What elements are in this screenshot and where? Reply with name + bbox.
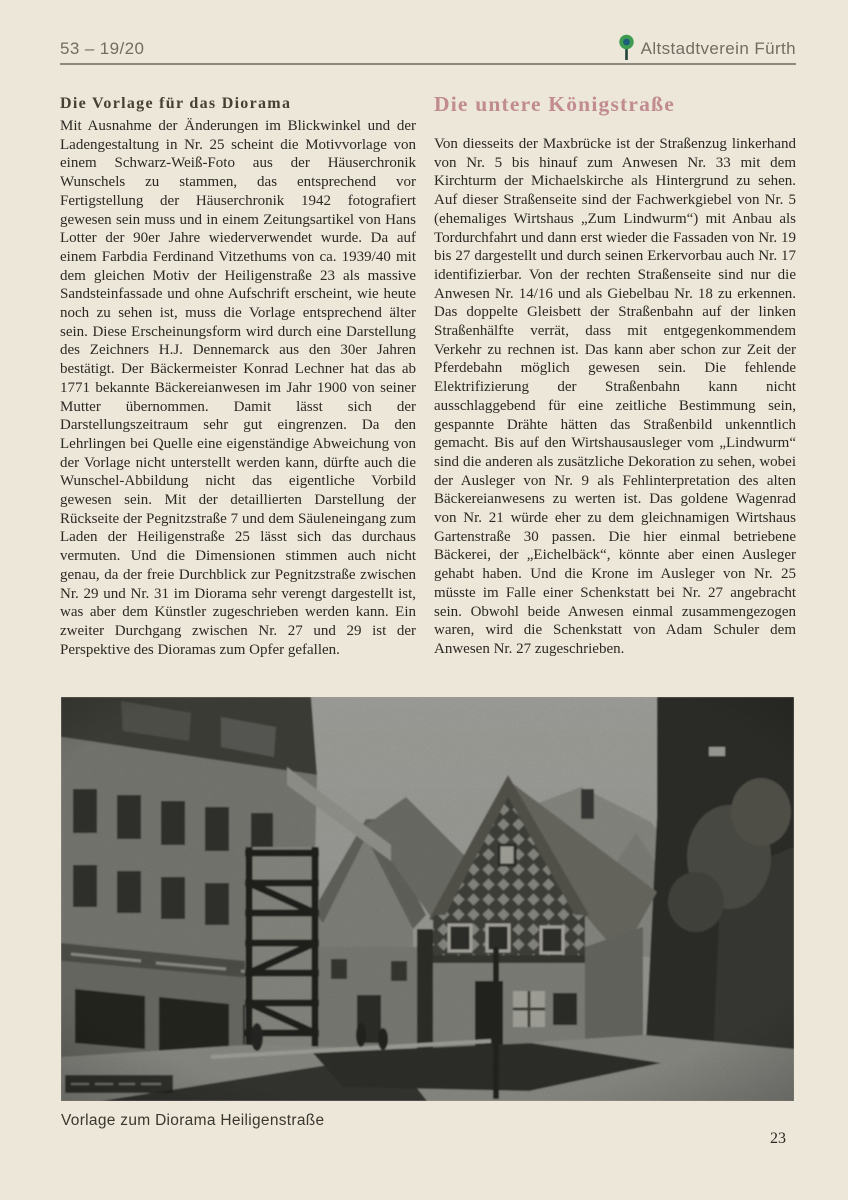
page-header	[60, 34, 796, 65]
historic-photo-heiligenstrasse	[61, 697, 794, 1101]
page-number: 23	[770, 1130, 786, 1147]
org-name: Altstadtverein Fürth	[640, 39, 796, 58]
photo-illustration	[61, 697, 794, 1101]
issue-number: 53 – 19/20	[60, 39, 145, 58]
photo-vignette	[61, 697, 794, 1101]
photo-caption: Vorlage zum Diorama Heiligenstraße	[61, 1112, 325, 1129]
left-column-heading: Die Vorlage für das Diorama	[60, 95, 292, 112]
tree-icon	[618, 34, 635, 61]
left-column-body: Mit Ausnahme der Änderungen im Blickwinkel und der Ladengestaltung in Nr. 25 scheint die Motivvorlage von einem Schwarz-Weiß-Foto aus der Häuserchronik Wunschels zu stammen, das entsprechend vor Fertigstellung der Häuserchronik 1942 fotografiert gewesen sein muss und in einem Zeitungsartikel von Hans Lotter der 90er Jahre wiederverwendet wurde. Da auf einem Farbdia Ferdinand Vitzethums von ca. 1939/40 mit dem gleichen Motiv der Heiligenstraße 23 als massive Sandsteinfassade und ohne Aufschrift erscheint, wie heute noch zu sehen ist, muss die Vorlage entsprechend älter sein. Diese Erscheinungsform wird durch eine Darstellung des Zeichners H.J. Dennemarck aus den 30er Jahren bestätigt. Der Bäckermeister Konrad Lechner hat das ab 1771 bekannte Bäckereianwesen im Jahr 1900 von seiner Mutter übernommen. Damit lässt sich der Darstellungszeitraum sehr gut eingrenzen. Da den Lehrlingen bei Quelle eine eigenständige Abweichung von der Vorlage nicht unterstellt werden kann, dürfte auch die Wunschel-Abbildung nicht das eigentliche Vorbild gewesen sein. Mit der detaillierten Darstellung der Rückseite der Pegnitzstraße 7 und dem Säuleneingang zum Laden der Heiligenstraße 25 lässt sich das durchaus vermuten. Und die Dimensionen stimmen auch nicht genau, da der freie Durchblick zur Pegnitzstraße zwischen Nr. 29 und Nr. 31 im Diorama sehr verengt dargestellt ist, was aber dem Künstler zugeschrieben werden kann. Ein zweiter Durchgang zwischen Nr. 27 und 29 ist der Perspektive des Dioramas zum Opfer gefallen.	[60, 118, 416, 658]
right-column	[434, 92, 796, 659]
right-column-body: Von diesseits der Maxbrücke ist der Straßenzug linkerhand von Nr. 5 bis hinauf zum Anwesen Nr. 33 mit dem Kirchturm der Michaelskirche als Hintergrund zu sehen. Auf dieser Straßenseite sind der Fachwerkgiebel von Nr. 5 (ehemaliges Wirtshaus „Zum Lindwurm“) mit Anbau als Tordurchfahrt und dann erst wieder die Fassaden von Nr. 19 bis 27 dargestellt und durch seinen Erkervorbau auch Nr. 17 identifizierbar. Von der rechten Straßenseite sind nur die Anwesen Nr. 14/16 und als Giebelbau Nr. 18 zu erkennen. Das doppelte Gleisbett der Straßenbahn auf der linken Straßenhälfte verrät, dass mit entgegenkommendem Verkehr zu rechnen ist. Das kann aber schon zur Zeit der Pferdebahn möglich gewesen sein. Die fehlende Elektrifizierung der Straßenbahn kann nicht ausschlaggebend für eine zeitliche Bestimmung sein, gespannte Drähte hätten das Straßenbild unkenntlich gemacht. Bis auf den Wirtshausausleger vom „Lindwurm“ sind die anderen als zusätzliche Dekoration zu sehen, wobei der Ausleger von Nr. 9 als Fehlinterpretation des alten Bäckereianwesens zu werten ist. Das goldene Wagenrad von Nr. 21 würde eher zu dem gleichnamigen Wirtshaus Gartenstraße 30 passen. Die hier einmal betriebene Bäckerei, der „Eichelbäck“, könnte aber einen Ausleger gehabt haben. Und die Krone im Ausleger von Nr. 25 müsste im Falle einer Schenkstatt bei Nr. 27 angebracht sein. Obwohl beide Anwesen einmal zusammengezogen waren, wird die Schenkstatt von Adam Schuler dem Anwesen Nr. 27 zugeschrieben.	[434, 136, 796, 657]
left-column	[60, 95, 416, 659]
right-column-heading: Die untere Königstraße	[434, 92, 675, 116]
org-mark	[618, 34, 796, 59]
